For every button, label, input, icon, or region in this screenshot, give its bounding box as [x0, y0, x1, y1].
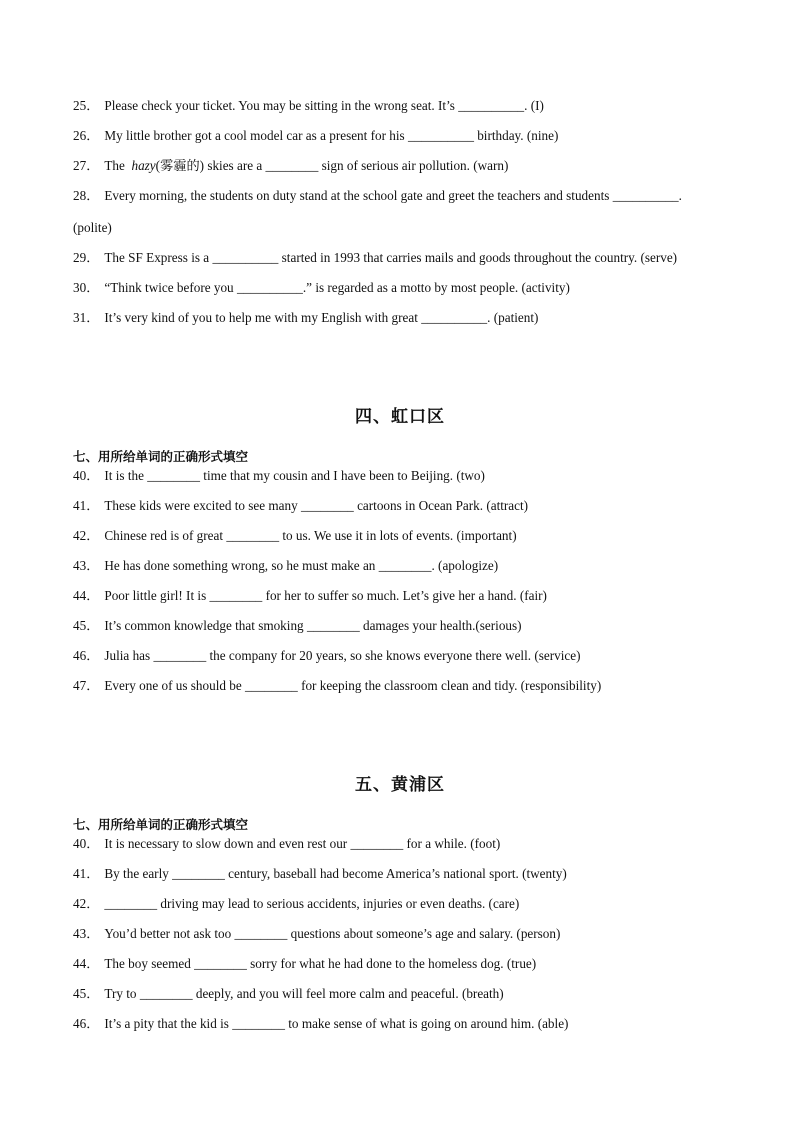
answer-blank[interactable]: ________: [245, 678, 298, 693]
question-47: [73, 677, 601, 695]
answer-blank[interactable]: ________: [194, 956, 247, 971]
question-hint: started in 1993 that carries mails and goods throughout the country. (serve): [278, 250, 678, 265]
answer-blank[interactable]: ________: [301, 498, 354, 513]
answer-blank[interactable]: ________: [378, 558, 432, 573]
answer-blank[interactable]: ________: [350, 836, 404, 851]
question-28: [73, 187, 682, 205]
question-text: The: [104, 158, 132, 173]
question-number: 26．: [73, 128, 100, 143]
answer-blank[interactable]: ________: [306, 618, 360, 633]
question-text: Please check your ticket. You may be sitting in the wrong seat. It’s: [104, 98, 459, 113]
question-end: .: [678, 188, 682, 203]
section-subheading: 七、用所给单词的正确形式填空: [73, 449, 249, 464]
question-hint: time that my cousin and I have been to Beijing. (two): [199, 468, 485, 483]
answer-blank[interactable]: __________: [212, 250, 279, 265]
question-hint: cartoons in Ocean Park. (attract): [353, 498, 529, 513]
question-hint: . (I): [524, 98, 544, 113]
question-number: 47．: [73, 678, 100, 693]
question-text: He has done something wrong, so he must make an: [104, 558, 379, 573]
question-text: It’s a pity that the kid is: [104, 1016, 233, 1031]
question-40: [73, 467, 485, 485]
question-hint: birthday. (nine): [473, 128, 559, 143]
question-43: [73, 557, 498, 575]
question-30: [73, 279, 570, 297]
question-text: It is the: [104, 468, 148, 483]
question-number: 28．: [73, 188, 100, 203]
question-number: 43．: [73, 558, 100, 573]
section-heading-huangpu: 五、黄浦区: [355, 775, 445, 795]
question-hint: (polite): [73, 220, 112, 235]
question-hint: for a while. (foot): [403, 836, 501, 851]
question-text: The SF Express is a: [104, 250, 213, 265]
question-hint: sorry for what he had done to the homeless dog. (true): [246, 956, 537, 971]
answer-blank[interactable]: ________: [147, 468, 200, 483]
question-text: By the early: [104, 866, 173, 881]
answer-blank[interactable]: ________: [209, 588, 263, 603]
question-text: It’s very kind of you to help me with my English with great: [104, 310, 422, 325]
answer-blank[interactable]: ________: [139, 986, 193, 1001]
question-number: 42．: [73, 528, 100, 543]
question-45: [73, 617, 522, 635]
question-number: 41．: [73, 866, 100, 881]
question-text: It’s common knowledge that smoking: [104, 618, 307, 633]
answer-blank[interactable]: __________: [236, 280, 303, 295]
question-28-continuation: [73, 219, 112, 237]
question-31: [73, 309, 538, 327]
question-text: Chinese red is of great: [104, 528, 227, 543]
question-number: 44．: [73, 588, 100, 603]
question-number: 41．: [73, 498, 100, 513]
question-42: [73, 527, 517, 545]
question-41: [73, 497, 528, 515]
question-number: 29．: [73, 250, 100, 265]
answer-blank[interactable]: __________: [421, 310, 488, 325]
answer-blank[interactable]: ________: [234, 926, 288, 941]
question-46: [73, 1015, 568, 1033]
question-46: [73, 647, 580, 665]
question-hint: for keeping the classroom clean and tidy. (responsibility): [297, 678, 602, 693]
question-text: Every one of us should be: [104, 678, 246, 693]
answer-blank[interactable]: ________: [104, 896, 158, 911]
question-25: [73, 97, 544, 115]
question-40: [73, 835, 500, 853]
question-hint: . (patient): [487, 310, 539, 325]
question-text-mid: (雾霾的) skies are a: [155, 158, 266, 173]
answer-blank[interactable]: ________: [232, 1016, 285, 1031]
answer-blank[interactable]: __________: [407, 128, 474, 143]
question-text: Julia has: [104, 648, 154, 663]
question-text: These kids were excited to see many: [104, 498, 302, 513]
question-41: [73, 865, 567, 883]
question-45: [73, 985, 504, 1003]
question-27: [73, 157, 508, 175]
question-number: 46．: [73, 1016, 100, 1031]
answer-blank[interactable]: __________: [458, 98, 525, 113]
question-hint: driving may lead to serious accidents, injuries or even deaths. (care): [157, 896, 520, 911]
question-text: Poor little girl! It is: [104, 588, 210, 603]
question-hint: deeply, and you will feel more calm and peaceful. (breath): [192, 986, 504, 1001]
answer-blank[interactable]: ________: [153, 648, 207, 663]
answer-blank[interactable]: __________: [612, 188, 679, 203]
question-hint: the company for 20 years, so she knows everyone there well. (service): [206, 648, 581, 663]
question-42: [73, 895, 519, 913]
question-44: [73, 955, 536, 973]
question-number: 31．: [73, 310, 100, 325]
italic-word: hazy: [131, 158, 156, 173]
question-43: [73, 925, 560, 943]
question-number: 40．: [73, 836, 100, 851]
question-number: 25．: [73, 98, 100, 113]
question-hint: century, baseball had become America’s national sport. (twenty): [224, 866, 567, 881]
question-number: 43．: [73, 926, 100, 941]
question-hint: to us. We use it in lots of events. (important): [279, 528, 517, 543]
question-number: 45．: [73, 986, 100, 1001]
question-hint: . (apologize): [431, 558, 499, 573]
question-hint: damages your health.(serious): [359, 618, 522, 633]
question-hint: for her to suffer so much. Let’s give her a hand. (fair): [262, 588, 547, 603]
section-subheading: 七、用所给单词的正确形式填空: [73, 817, 249, 832]
question-text: It is necessary to slow down and even rest our: [104, 836, 351, 851]
question-hint: questions about someone’s age and salary. (person): [287, 926, 561, 941]
question-text: Every morning, the students on duty stand at the school gate and greet the teachers and students: [104, 188, 613, 203]
question-44: [73, 587, 547, 605]
question-number: 45．: [73, 618, 100, 633]
question-number: 46．: [73, 648, 100, 663]
question-26: [73, 127, 558, 145]
question-number: 27．: [73, 158, 100, 173]
answer-blank[interactable]: ________: [172, 866, 225, 881]
question-number: 44．: [73, 956, 100, 971]
question-text: Try to: [104, 986, 140, 1001]
question-hint: to make sense of what is going on around him. (able): [284, 1016, 569, 1031]
question-hint: .” is regarded as a motto by most people. (activity): [302, 280, 570, 295]
section-heading-hongkou: 四、虹口区: [355, 407, 445, 427]
question-hint: sign of serious air pollution. (warn): [318, 158, 509, 173]
question-29: [73, 249, 677, 267]
answer-blank[interactable]: ________: [226, 528, 280, 543]
question-text: The boy seemed: [104, 956, 195, 971]
question-text: My little brother got a cool model car as a present for his: [104, 128, 408, 143]
question-text: “Think twice before you: [104, 280, 237, 295]
question-number: 42．: [73, 896, 100, 911]
question-number: 40．: [73, 468, 100, 483]
answer-blank[interactable]: ________: [265, 158, 319, 173]
question-text: You’d better not ask too: [104, 926, 235, 941]
question-number: 30．: [73, 280, 100, 295]
